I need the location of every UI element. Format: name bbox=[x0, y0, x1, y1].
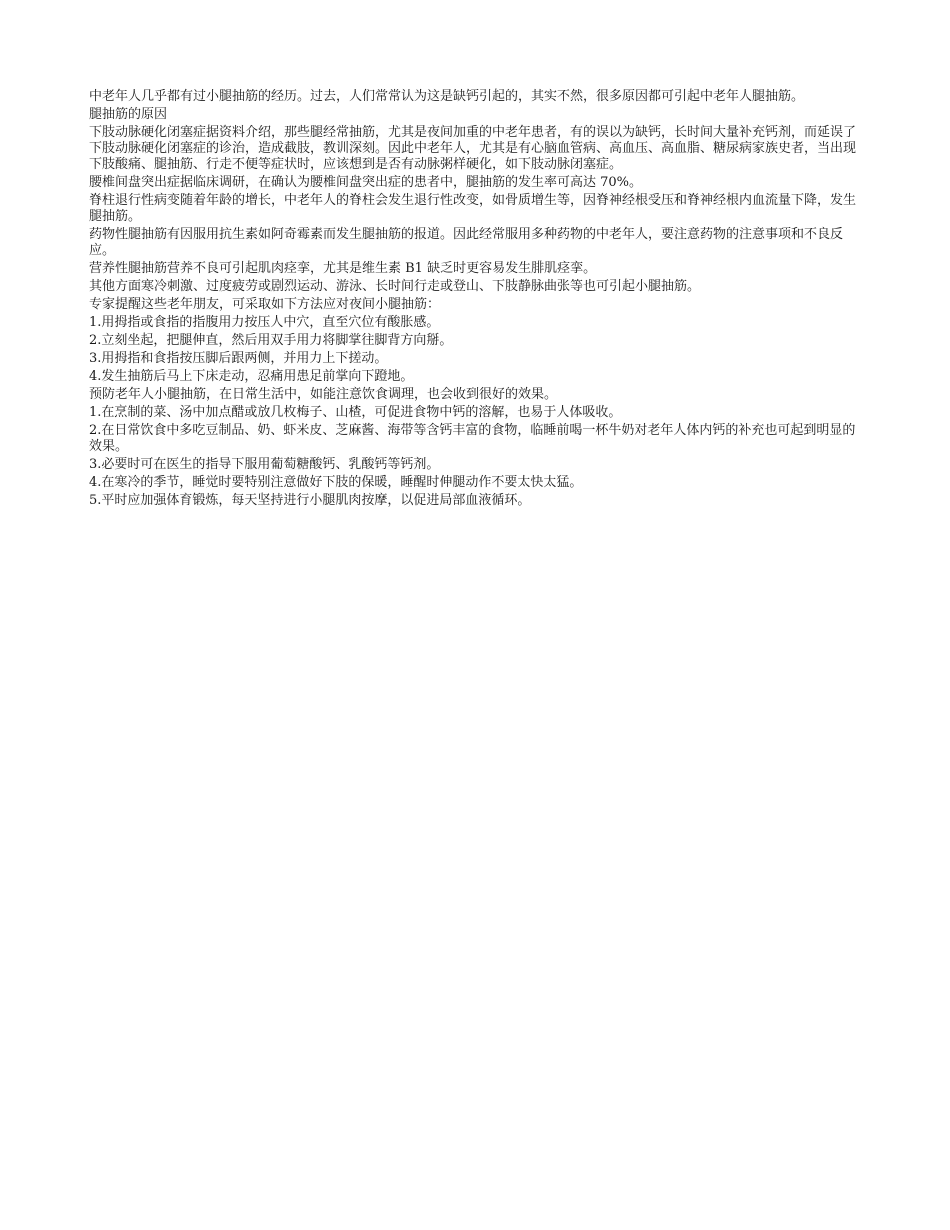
relief-step-2: 2.立刻坐起，把腿伸直，然后用双手用力将脚掌往脚背方向掰。 bbox=[89, 333, 453, 348]
prevention-item-2: 2.在日常饮食中多吃豆制品、奶、虾米皮、芝麻酱、海带等含钙丰富的食物，临睡前喝一杯牛奶对老年人体内钙的补充也可起到明显的效果。 bbox=[89, 423, 856, 454]
prevention-item-4: 4.在寒冷的季节，睡觉时要特别注意做好下肢的保暖，睡醒时伸腿动作不要太快太猛。 bbox=[89, 475, 583, 490]
prevention-intro: 预防老年人小腿抽筋，在日常生活中，如能注意饮食调理，也会收到很好的效果。 bbox=[89, 387, 558, 402]
prevention-item-5: 5.平时应加强体育锻炼，每天坚持进行小腿肌肉按摩，以促进局部血液循环。 bbox=[89, 493, 531, 508]
cause-nutrition: 营养性腿抽筋营养不良可引起肌肉痉挛，尤其是维生素 B1 缺乏时更容易发生腓肌痉挛。 bbox=[89, 261, 597, 276]
cause-lumbar-disc: 腰椎间盘突出症据临床调研，在确认为腰椎间盘突出症的患者中，腿抽筋的发生率可高达 70%。 bbox=[89, 175, 643, 190]
intro-paragraph: 中老年人几乎都有过小腿抽筋的经历。过去，人们常常认为这是缺钙引起的，其实不然，很多原因都可引起中老年人腿抽筋。 bbox=[89, 89, 805, 104]
cause-arteriosclerosis: 下肢动脉硬化闭塞症据资料介绍，那些腿经常抽筋，尤其是夜间加重的中老年患者，有的误以为缺钙，长时间大量补充钙剂，而延误了下肢动脉硬化闭塞症的诊治，造成截肢，教训深刻。因此中老年人，尤其是有心脑血管病、高血压、高血脂、糖尿病家族史者，当出现下肢酸痛、腿抽筋、行走不便等症状时，应该想到是否有动脉粥样硬化，如下肢动脉闭塞症。 bbox=[89, 125, 857, 172]
cause-medication: 药物性腿抽筋有因服用抗生素如阿奇霉素而发生腿抽筋的报道。因此经常服用多种药物的中老年人，要注意药物的注意事项和不良反应。 bbox=[89, 227, 844, 258]
cause-other: 其他方面寒冷刺激、过度疲劳或剧烈运动、游泳、长时间行走或登山、下肢静脉曲张等也可引起小腿抽筋。 bbox=[89, 279, 701, 294]
document-body bbox=[89, 89, 859, 511]
cause-spine-degeneration: 脊柱退行性病变随着年龄的增长，中老年人的脊柱会发生退行性改变，如骨质增生等，因脊神经根受压和脊神经根内血流量下降，发生腿抽筋。 bbox=[89, 193, 857, 224]
prevention-item-1: 1.在烹制的菜、汤中加点醋或放几枚梅子、山楂，可促进食物中钙的溶解，也易于人体吸收。 bbox=[89, 405, 622, 420]
relief-step-4: 4.发生抽筋后马上下床走动，忍痛用患足前掌向下蹬地。 bbox=[89, 369, 414, 384]
relief-step-1: 1.用拇指或食指的指腹用力按压人中穴，直至穴位有酸胀感。 bbox=[89, 315, 440, 330]
prevention-item-3: 3.必要时可在医生的指导下服用葡萄糖酸钙、乳酸钙等钙剂。 bbox=[89, 457, 440, 472]
expert-advice-intro: 专家提醒这些老年朋友，可采取如下方法应对夜间小腿抽筋： bbox=[89, 297, 441, 312]
section-heading-causes: 腿抽筋的原因 bbox=[89, 107, 168, 122]
relief-step-3: 3.用拇指和食指按压脚后跟两侧，并用力上下搓动。 bbox=[89, 351, 388, 366]
